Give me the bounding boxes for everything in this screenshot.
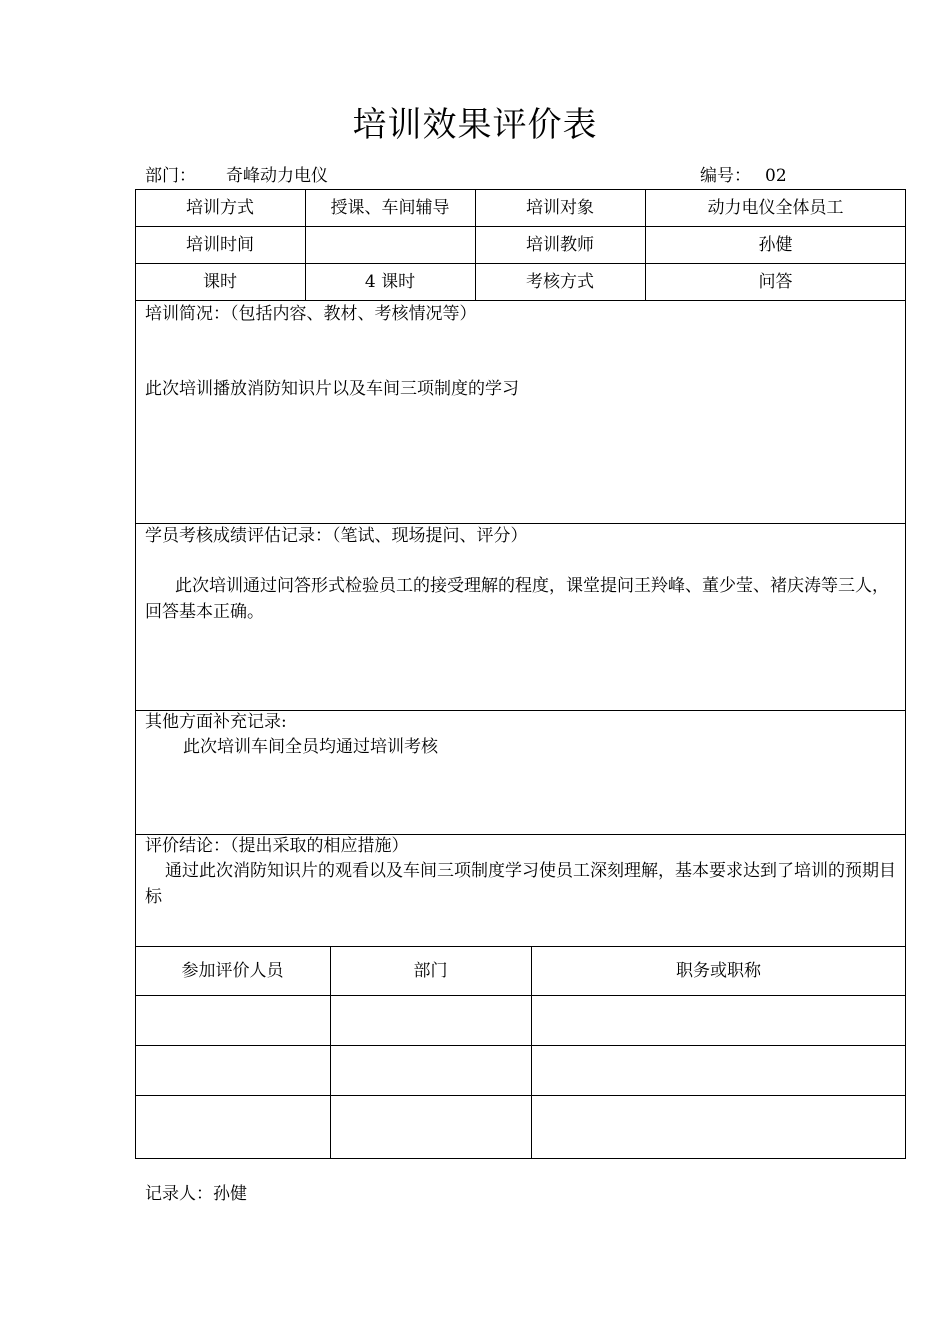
trainer-value: 孙健 (758, 234, 793, 255)
number-label: 编号： (700, 166, 751, 186)
department-value: 奇峰动力电仪 (226, 166, 328, 186)
training-target-label: 培训对象 (526, 197, 594, 218)
assessment-method-value: 问答 (758, 271, 793, 292)
recorder-value: 孙健 (213, 1184, 247, 1204)
row-divider (135, 995, 906, 996)
conclusion-body: 通过此次消防知识片的观看以及车间三项制度学习使员工深刻理解，基本要求达到了培训的预期目标 (145, 861, 896, 907)
other-body: 此次培训车间全员均通过培训考核 (183, 737, 438, 757)
overview-body: 此次培训播放消防知识片以及车间三项制度的学习 (145, 379, 519, 399)
assessment-heading: 学员考核成绩评估记录：（笔试、现场提问、评分） (145, 526, 528, 546)
assessment-body: 此次培训通过问答形式检验员工的接受理解的程度，课堂提问王羚峰、董少莹、褚庆涛等三人，回答基本正确。 (145, 576, 889, 622)
evaluators-header-person: 参加评价人员 (181, 960, 284, 981)
number-line (700, 164, 787, 188)
row-divider (135, 1095, 906, 1096)
class-hours-value: 4 课时 (364, 271, 416, 292)
recorder-line (145, 1182, 247, 1206)
department-label: 部门： (145, 166, 196, 186)
class-hours-label: 课时 (203, 271, 237, 292)
form-outer-border (135, 189, 906, 1159)
row-divider (135, 1045, 906, 1046)
training-method-label: 培训方式 (186, 197, 254, 218)
training-target-value: 动力电仪全体员工 (707, 197, 844, 218)
training-method-value: 授课、车间辅导 (330, 197, 450, 218)
number-value: 02 (765, 166, 787, 186)
evaluators-header-department: 部门 (413, 960, 448, 981)
assessment-method-label: 考核方式 (526, 271, 594, 292)
row-divider (135, 300, 906, 301)
department-line (145, 164, 328, 188)
other-heading: 其他方面补充记录: (145, 712, 287, 732)
training-time-label: 培训时间 (186, 234, 254, 255)
page-title: 培训效果评价表 (352, 105, 598, 145)
conclusion-heading: 评价结论：（提出采取的相应措施） (145, 836, 409, 856)
evaluators-header-title: 职务或职称 (676, 960, 761, 981)
training-time-value (305, 226, 475, 263)
trainer-label: 培训教师 (526, 234, 594, 255)
recorder-label: 记录人： (145, 1184, 213, 1204)
overview-heading: 培训简况：（包括内容、教材、考核情况等） (145, 304, 477, 324)
